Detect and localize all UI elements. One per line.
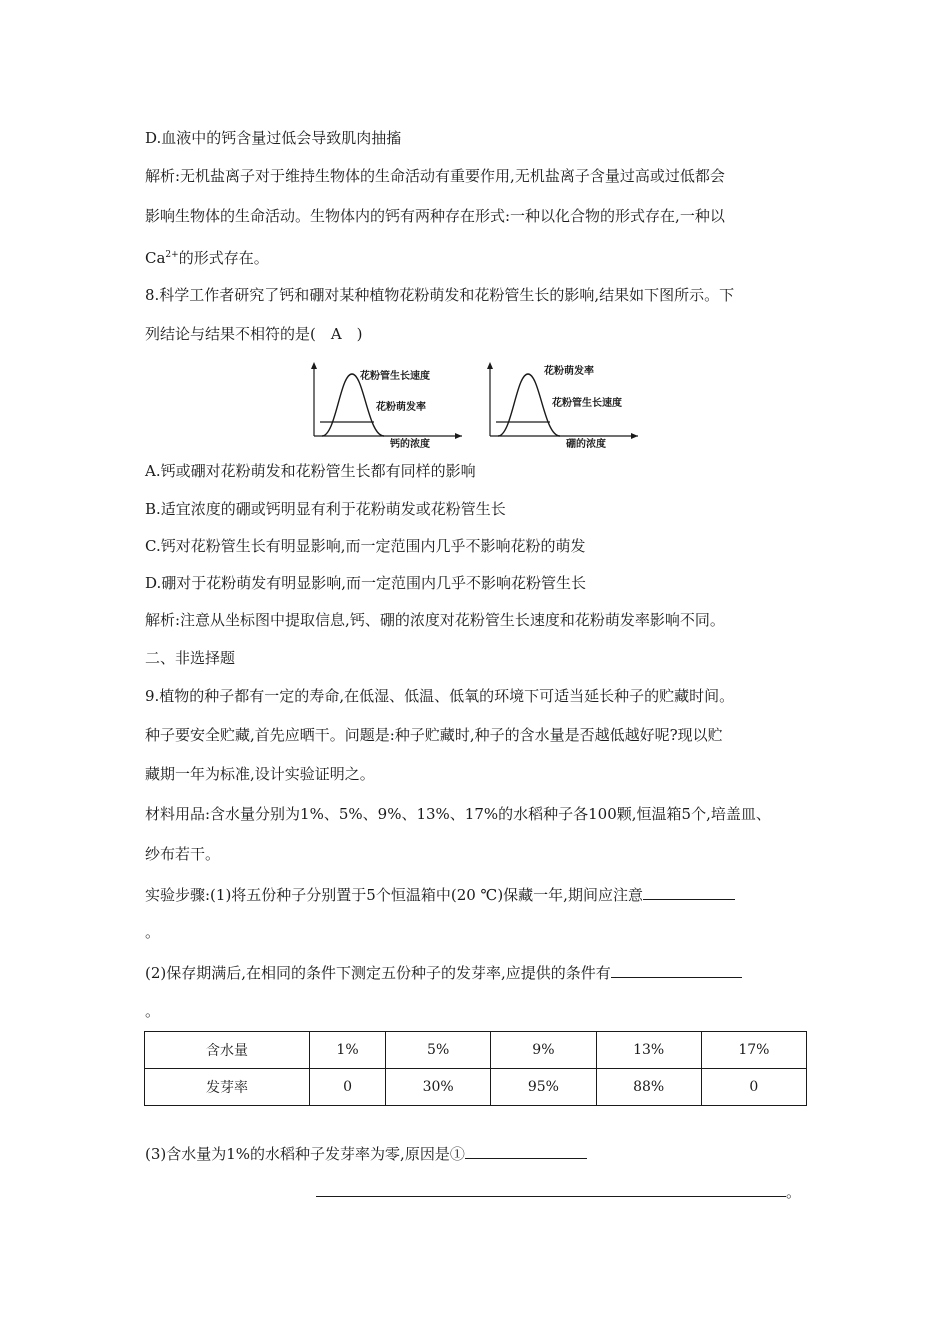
- q9-step3: [145, 1142, 587, 1164]
- table-cell: 17%: [701, 1032, 806, 1069]
- q7-explanation-line3: [145, 245, 269, 268]
- q7-explanation-line1: 解析:无机盐离子对于维持生物体的生命活动有重要作用,无机盐离子含量过高或过低都会: [145, 167, 725, 185]
- q9-step3-line2: [316, 1180, 801, 1202]
- section-heading: 二、非选择题: [145, 649, 236, 667]
- flat-line-label: 花粉管生长速度: [552, 398, 622, 409]
- q8-option-a: A.钙或硼对花粉萌发和花粉管生长都有同样的影响: [145, 462, 476, 480]
- step1-text: 实验步骤:(1)将五份种子分别置于5个恒温箱中(20 ℃)保藏一年,期间应注意: [145, 886, 643, 904]
- table-cell: 0: [701, 1069, 806, 1106]
- table-cell: 13%: [596, 1032, 701, 1069]
- step3-text: (3)含水量为1%的水稻种子发芽率为零,原因是①: [145, 1145, 465, 1163]
- q9-step2: [145, 961, 742, 983]
- y-axis-arrow: [311, 362, 317, 369]
- q7-explanation-line2: 影响生物体的生命活动。生物体内的钙有两种存在形式:一种以化合物的形式存在,一种以: [145, 207, 725, 225]
- q9-step2-end: 。: [145, 1002, 161, 1020]
- x-axis-label: 钙的浓度: [390, 439, 430, 448]
- table-cell: 95%: [491, 1069, 596, 1106]
- q8-explanation: 解析:注意从坐标图中提取信息,钙、硼的浓度对花粉管生长速度和花粉萌发率影响不同。: [145, 611, 725, 629]
- q9-stem-line3: 藏期一年为标准,设计实验证明之。: [145, 765, 375, 783]
- q9-stem-line1: 9.植物的种子都有一定的寿命,在低湿、低温、低氧的环境下可适当延长种子的贮藏时间。: [145, 687, 735, 705]
- table-cell: 88%: [596, 1069, 701, 1106]
- table-cell: 9%: [491, 1032, 596, 1069]
- q9-stem-line2: 种子要安全贮藏,首先应晒干。问题是:种子贮藏时,种子的含水量是否越低越好呢?现以贮: [145, 726, 723, 744]
- calcium-graph: [308, 360, 464, 448]
- step3-answer-blank-1[interactable]: [465, 1142, 587, 1159]
- table-cell: 30%: [386, 1069, 491, 1106]
- q9-step1: [145, 883, 735, 905]
- q9-materials-line1: 材料用品:含水量分别为1%、5%、9%、13%、17%的水稻种子各100颗,恒温箱5个,培盖皿、: [145, 805, 771, 823]
- peak-curve-label: 花粉萌发率: [544, 366, 594, 377]
- calcium-charge: 2+: [165, 250, 179, 260]
- step2-text: (2)保存期满后,在相同的条件下测定五份种子的发芽率,应提供的条件有: [145, 964, 611, 982]
- step1-answer-blank[interactable]: [643, 883, 735, 900]
- step3-end: 。: [786, 1183, 802, 1201]
- explanation-tail: 的形式存在。: [178, 249, 269, 267]
- pollen-tube-growth-curve: [322, 374, 384, 436]
- x-axis-label: 硼的浓度: [566, 439, 606, 448]
- flat-line-label: 花粉萌发率: [376, 402, 426, 413]
- table-row: [145, 1069, 807, 1106]
- table-cell: 发芽率: [145, 1069, 310, 1106]
- q7-option-d: D.血液中的钙含量过低会导致肌肉抽搐: [145, 129, 402, 147]
- germination-table: [144, 1031, 807, 1106]
- table-cell: 0: [310, 1069, 386, 1106]
- step3-answer-blank-2[interactable]: [316, 1180, 786, 1197]
- table-cell: 5%: [386, 1032, 491, 1069]
- q8-stem-line1: 8.科学工作者研究了钙和硼对某种植物花粉萌发和花粉管生长的影响,结果如下图所示。下: [145, 286, 735, 304]
- boron-graph: [484, 360, 640, 448]
- calcium-symbol: Ca: [145, 249, 166, 267]
- q8-stem-line2: 列结论与结果不相符的是( A ): [145, 325, 363, 343]
- q8-option-d: D.硼对于花粉萌发有明显影响,而一定范围内几乎不影响花粉管生长: [145, 574, 587, 592]
- q8-option-b: B.适宜浓度的硼或钙明显有利于花粉萌发或花粉管生长: [145, 500, 506, 518]
- table-cell: 含水量: [145, 1032, 310, 1069]
- pollen-germination-curve: [498, 374, 560, 436]
- q9-step1-end: 。: [145, 923, 161, 941]
- peak-curve-label: 花粉管生长速度: [360, 371, 430, 382]
- table-row: [145, 1032, 807, 1069]
- q8-option-c: C.钙对花粉管生长有明显影响,而一定范围内几乎不影响花粉的萌发: [145, 537, 586, 555]
- step2-answer-blank[interactable]: [611, 961, 742, 978]
- q9-materials-line2: 纱布若干。: [145, 845, 221, 863]
- x-axis-arrow: [455, 433, 462, 439]
- table-cell: 1%: [310, 1032, 386, 1069]
- x-axis-arrow: [631, 433, 638, 439]
- y-axis-arrow: [487, 362, 493, 369]
